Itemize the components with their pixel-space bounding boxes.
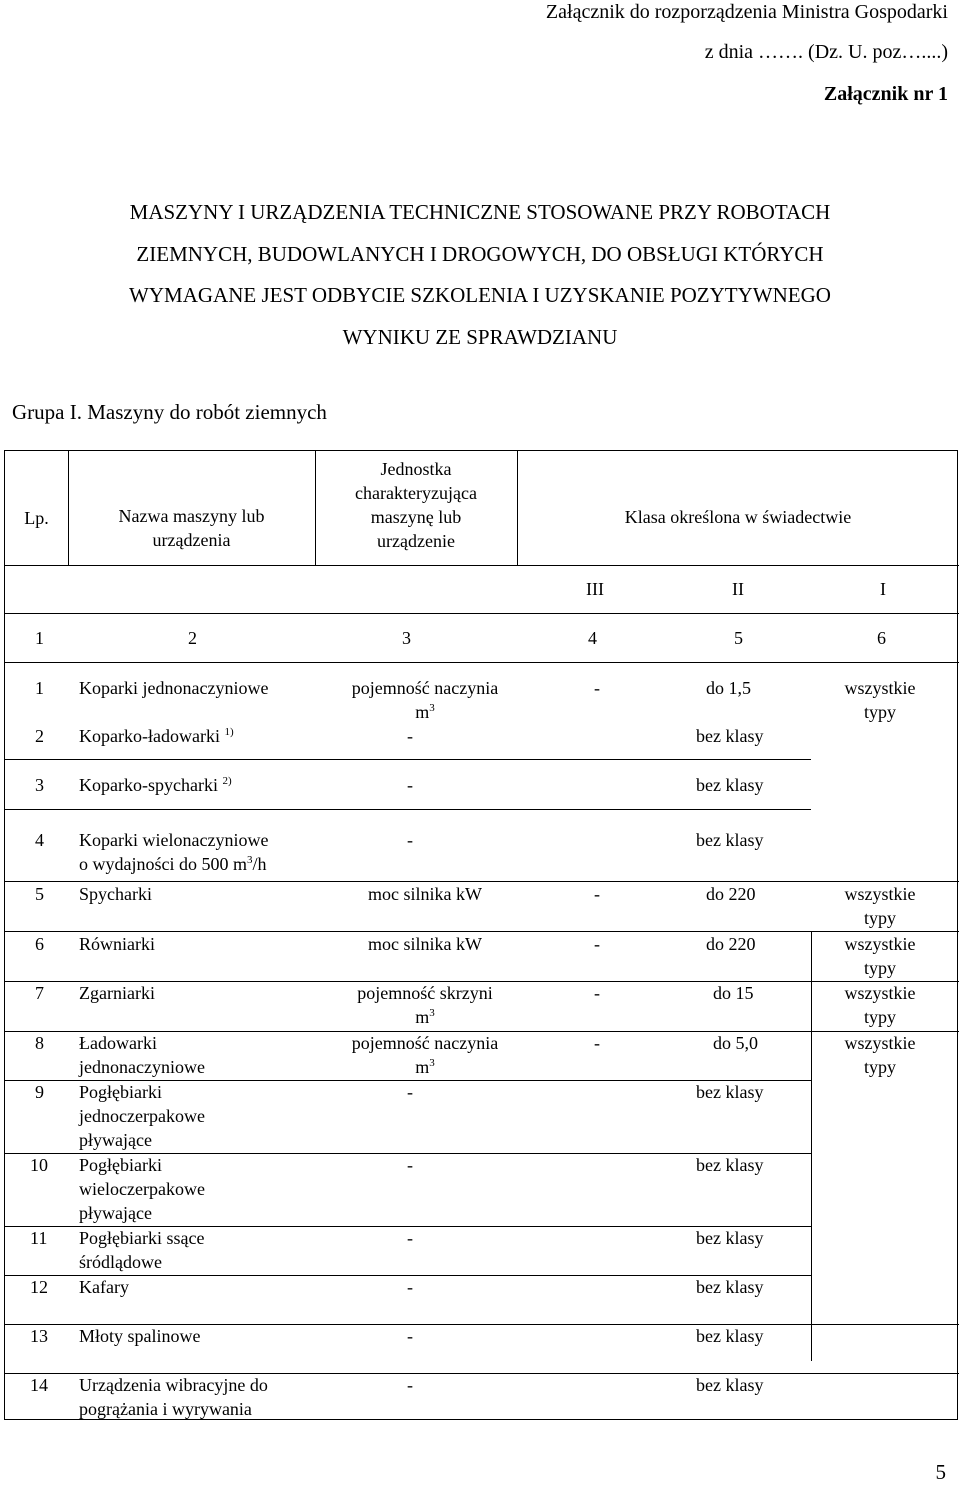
annex-heading-line1: Załącznik do rozporządzenia Ministra Gospodarki [545,1,948,23]
machine-name: Kafary [79,1277,129,1297]
machine-name: pogrążania i wyrywania [79,1399,252,1419]
class-value: bez klasy [696,830,764,850]
title-line: MASZYNY I URZĄDZENIA TECHNICZNE STOSOWANE PRZY ROBOTACH [129,200,831,224]
class-i-value: typy [863,958,896,978]
class-i-value: wszystkie [844,884,916,904]
class-i-value: typy [863,908,896,928]
title-line: ZIEMNYCH, BUDOWLANYCH I DROGOWYCH, DO OBSŁUGI KTÓRYCH [136,241,824,266]
group-heading: Grupa I. Maszyny do robót ziemnych [12,400,327,424]
row-number: 7 [35,983,44,1003]
class-ii-value: do 1,5 [706,678,751,698]
unit-text: moc silnika kW [368,934,482,954]
machine-name: o wydajności do 500 $m^3/h$ [79,854,267,874]
row-number: 10 [30,1155,48,1175]
header-class-i: I [880,579,886,599]
unit-text: - [407,1326,413,1346]
class-ii-value: do 220 [706,884,756,904]
unit-text: pojemność naczynia [351,678,499,698]
class-i-value: typy [863,1007,896,1027]
unit-text: - [407,1277,413,1297]
row-divider [5,759,811,760]
row-number: 14 [30,1375,48,1395]
title-line: WYNIKU ZE SPRAWDZIANU [342,324,618,349]
header-unit: charakteryzująca [355,483,477,503]
row-number: 12 [30,1277,48,1297]
machine-name: Urządzenia wibracyjne do [79,1375,268,1395]
column-number: 5 [734,628,743,648]
header-name: Nazwa maszyny lub [118,506,265,526]
row-divider [5,809,811,810]
column-number: 4 [588,628,597,648]
machine-name: Spycharki [79,884,152,904]
class-iii-value: - [594,678,600,698]
machine-name: Koparki wielonaczyniowe [79,830,269,850]
machine-name: Pogłębiarki [79,1082,162,1102]
unit-text: - [407,1155,413,1175]
page-number: 5 [935,1460,946,1484]
header-unit: Jednostka [380,459,452,479]
row-divider [5,565,959,566]
class-ii-value: do 15 [713,983,754,1003]
class-i-value: typy [863,702,896,722]
machine-name: Pogłębiarki [79,1155,162,1175]
class-i-value: wszystkie [844,678,916,698]
row-number: 11 [30,1228,48,1248]
row-number: 1 [35,678,44,698]
header-class: Klasa określona w świadectwie [624,507,852,527]
class-value: bez klasy [696,1228,764,1248]
class-ii-value: do 5,0 [713,1033,758,1053]
machine-name: Koparko-spycharki $^{2)}$ [79,775,232,795]
row-divider [5,613,959,614]
class-value: bez klasy [696,1155,764,1175]
class-ii-value: do 220 [706,934,756,954]
machine-name: jednoczerpakowe [79,1106,205,1126]
column-number: 6 [877,628,886,648]
column-number: 1 [35,628,44,648]
class-i-value: wszystkie [844,983,916,1003]
row-divider [5,662,959,663]
unit-text: - [407,1082,413,1102]
machine-name: Młoty spalinowe [79,1326,201,1346]
machine-name: Koparko-ładowarki $^{1)}$ [79,726,234,746]
header-name: urządzenia [152,530,231,550]
annex-heading-line2: z dnia ……. (Dz. U. poz…....) [704,41,948,63]
row-number: 8 [35,1033,44,1053]
header-unit: urządzenie [377,531,455,551]
unit-text: $m^3$ [415,1057,435,1077]
class-value: bez klasy [696,775,764,795]
unit-text: - [407,775,413,795]
unit-text: $m^3$ [415,702,435,722]
row-number: 13 [30,1326,48,1346]
machine-name: Ładowarki [79,1033,157,1053]
class-value: bez klasy [696,1326,764,1346]
machines-table [4,450,958,1420]
row-number: 5 [35,884,44,904]
document-title [0,192,960,358]
class-iii-value: - [594,983,600,1003]
class-value: bez klasy [696,1082,764,1102]
unit-text: pojemność skrzyni [357,983,493,1003]
title-line: WYMAGANE JEST ODBYCIE SZKOLENIA I UZYSKANIE POZYTYWNEGO [129,283,831,307]
machine-name: Zgarniarki [79,983,155,1003]
machine-name: pływające [79,1130,152,1150]
annex-number: Załącznik nr 1 [823,83,948,105]
machine-name: pływające [79,1203,152,1223]
header-unit: maszynę lub [370,507,462,527]
class-iii-value: - [594,1033,600,1053]
header-class-iii: III [586,579,604,599]
row-number: 9 [35,1082,44,1102]
class-i-value: wszystkie [844,934,916,954]
class-iii-value: - [594,934,600,954]
class-iii-value: - [594,884,600,904]
column-number: 3 [402,628,411,648]
machine-name: Pogłębiarki ssące [79,1228,205,1248]
class-value: bez klasy [696,1375,764,1395]
row-number: 4 [35,830,44,850]
unit-text: pojemność naczynia [351,1033,499,1053]
unit-text: - [407,830,413,850]
header-lp: Lp. [24,508,49,528]
header-class-ii: II [732,579,744,599]
class-i-value: typy [863,1057,896,1077]
row-number: 3 [35,775,44,795]
unit-text: - [407,726,413,746]
unit-text: moc silnika kW [368,884,482,904]
unit-text: - [407,1375,413,1395]
row-number: 2 [35,726,44,746]
class-value: bez klasy [696,726,764,746]
class-i-value: wszystkie [844,1033,916,1053]
class-value: bez klasy [696,1277,764,1297]
row-number: 6 [35,934,44,954]
unit-text: $m^3$ [415,1007,435,1027]
machine-name: Równiarki [79,934,155,954]
unit-text: - [407,1228,413,1248]
machine-name: jednonaczyniowe [79,1057,205,1077]
machine-name: śródlądowe [79,1252,162,1272]
column-number: 2 [188,628,197,648]
machine-name: Koparki jednonaczyniowe [79,678,269,698]
machine-name: wieloczerpakowe [79,1179,205,1199]
